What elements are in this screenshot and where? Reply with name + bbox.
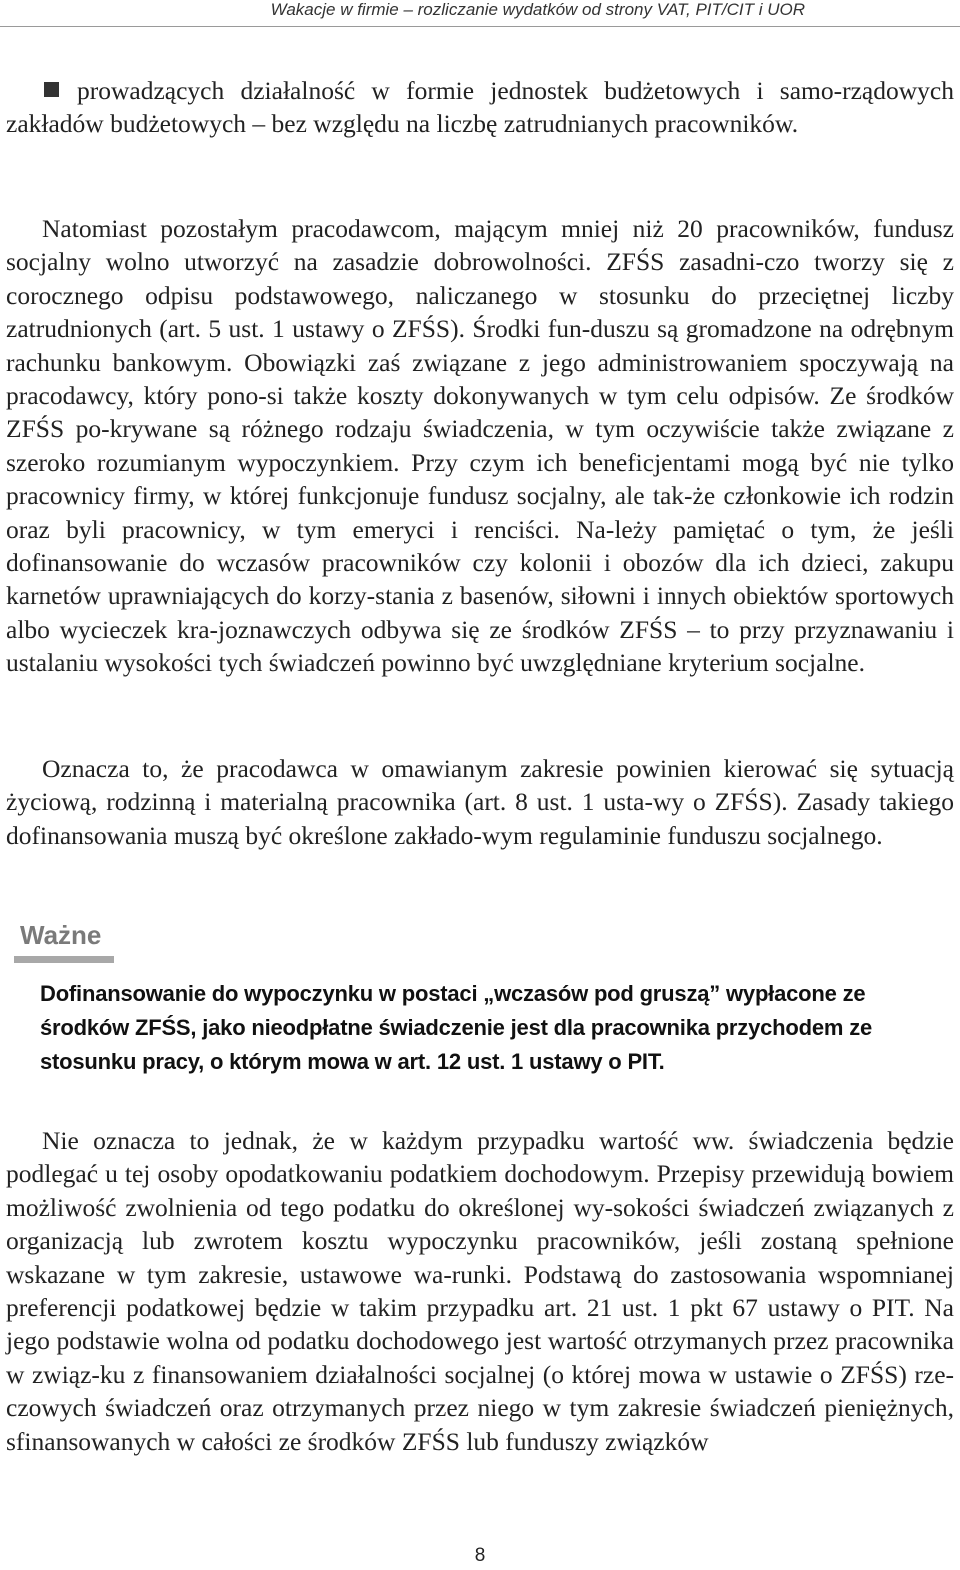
- important-label: Ważne: [20, 920, 102, 950]
- body-paragraph-3: [6, 1124, 954, 1458]
- paragraph-text: Oznacza to, że pracodawca w omawianym zakresie powinien kierować się sytuacją życiową, rodzinną i materialną pracownika (art. 8 ust. 1 usta-wy o ZFŚS). Zasady takiego dofinansowania muszą być określone zakłado-wym regulaminie funduszu socjalnego.: [6, 754, 954, 850]
- body-paragraph-2: [6, 752, 954, 852]
- callout-divider: [14, 956, 114, 963]
- body-paragraph-1: [6, 212, 954, 680]
- bullet-paragraph: [6, 74, 954, 141]
- paragraph-text: Natomiast pozostałym pracodawcom, mającym mniej niż 20 pracowników, fundusz socjalny wolno utworzyć na zasadzie dobrowolności. ZFŚS zasadni-czo tworzy się z corocznego odpisu podstawowego, naliczanego w stosunku do przeciętnej liczby zatrudnionych (art. 5 ust. 1 ustawy o ZFŚS). Środki fun-duszu są gromadzone na odrębnym rachunku bankowym. Obowiązki zaś związane z jego administrowaniem spoczywają na pracodawcy, który pono-si także koszty dokonywanych w tym celu odpisów. Ze środków ZFŚS po-krywane są różnego rodzaju świadczenia, w tym oczywiście także związane z szeroko rozumianym wypoczynkiem. Przy czym ich beneficjentami mogą być nie tylko pracownicy firmy, w której funkcjonuje fundusz socjalny, ale tak-że członkowie ich rodzin oraz byli pracownicy, w tym emeryci i renciści. Na-leży pamiętać o tym, że jeśli dofinansowanie do wczasów pracowników czy kolonii i obozów dla ich dzieci, zakupu karnetów uprawniających do korzy-stania z basenów, siłowni i innych obiektów sportowych albo wycieczek kra-joznawczych odbywa się ze środków ZFŚS – to przy przyznawaniu i ustalaniu wysokości tych świadczeń powinno być uwzględniane kryterium socjalne.: [6, 214, 954, 678]
- important-callout: [14, 918, 944, 1079]
- bullet-list-item: [6, 74, 954, 141]
- page-number: 8: [474, 1545, 486, 1566]
- important-text: Dofinansowanie do wypoczynku w postaci „wczasów pod gruszą” wypłacone ze środków ZFŚS, jako nieodpłatne świadczenie jest dla pracownika przychodem ze stosunku pracy, o którym mowa w art. 12 ust. 1 ustawy o PIT.: [40, 981, 873, 1074]
- square-bullet-icon: [44, 82, 59, 97]
- running-title: Wakacje w firmie – rozliczanie wydatków od strony VAT, PIT/CIT i UOR: [270, 0, 805, 19]
- paragraph-text: Nie oznacza to jednak, że w każdym przypadku wartość ww. świadczenia będzie podlegać u tej osoby opodatkowaniu podatkiem dochodowym. Przepisy przewidują bowiem możliwość zwolnienia od tego podatku do określonej wy-sokości świadczeń związanych z organizacją lub zwrotem kosztu wypoczynku pracowników, jeśli zostaną spełnione wskazane w tym zakresie, ustawowe wa-runki. Podstawą do zastosowania wspomnianej preferencji podatkowej będzie w takim przypadku art. 21 ust. 1 pkt 67 ustawy o PIT. Na jego podstawie wolna od podatku dochodowego jest wartość otrzymanych przez pracownika w związ-ku z finansowaniem działalności socjalnej (o której mowa w ustawie o ZFŚS) rze-czowych świadczeń oraz otrzymanych przez niego w tym zakresie świadczeń pieniężnych, sfinansowanych w całości ze środków ZFŚS lub funduszy związków: [6, 1126, 954, 1456]
- running-header: [0, 0, 960, 27]
- bullet-text: prowadzących działalność w formie jednostek budżetowych i samo-rządowych zakładów budżetowych – bez względu na liczbę zatrudnianych pracowników.: [6, 76, 954, 139]
